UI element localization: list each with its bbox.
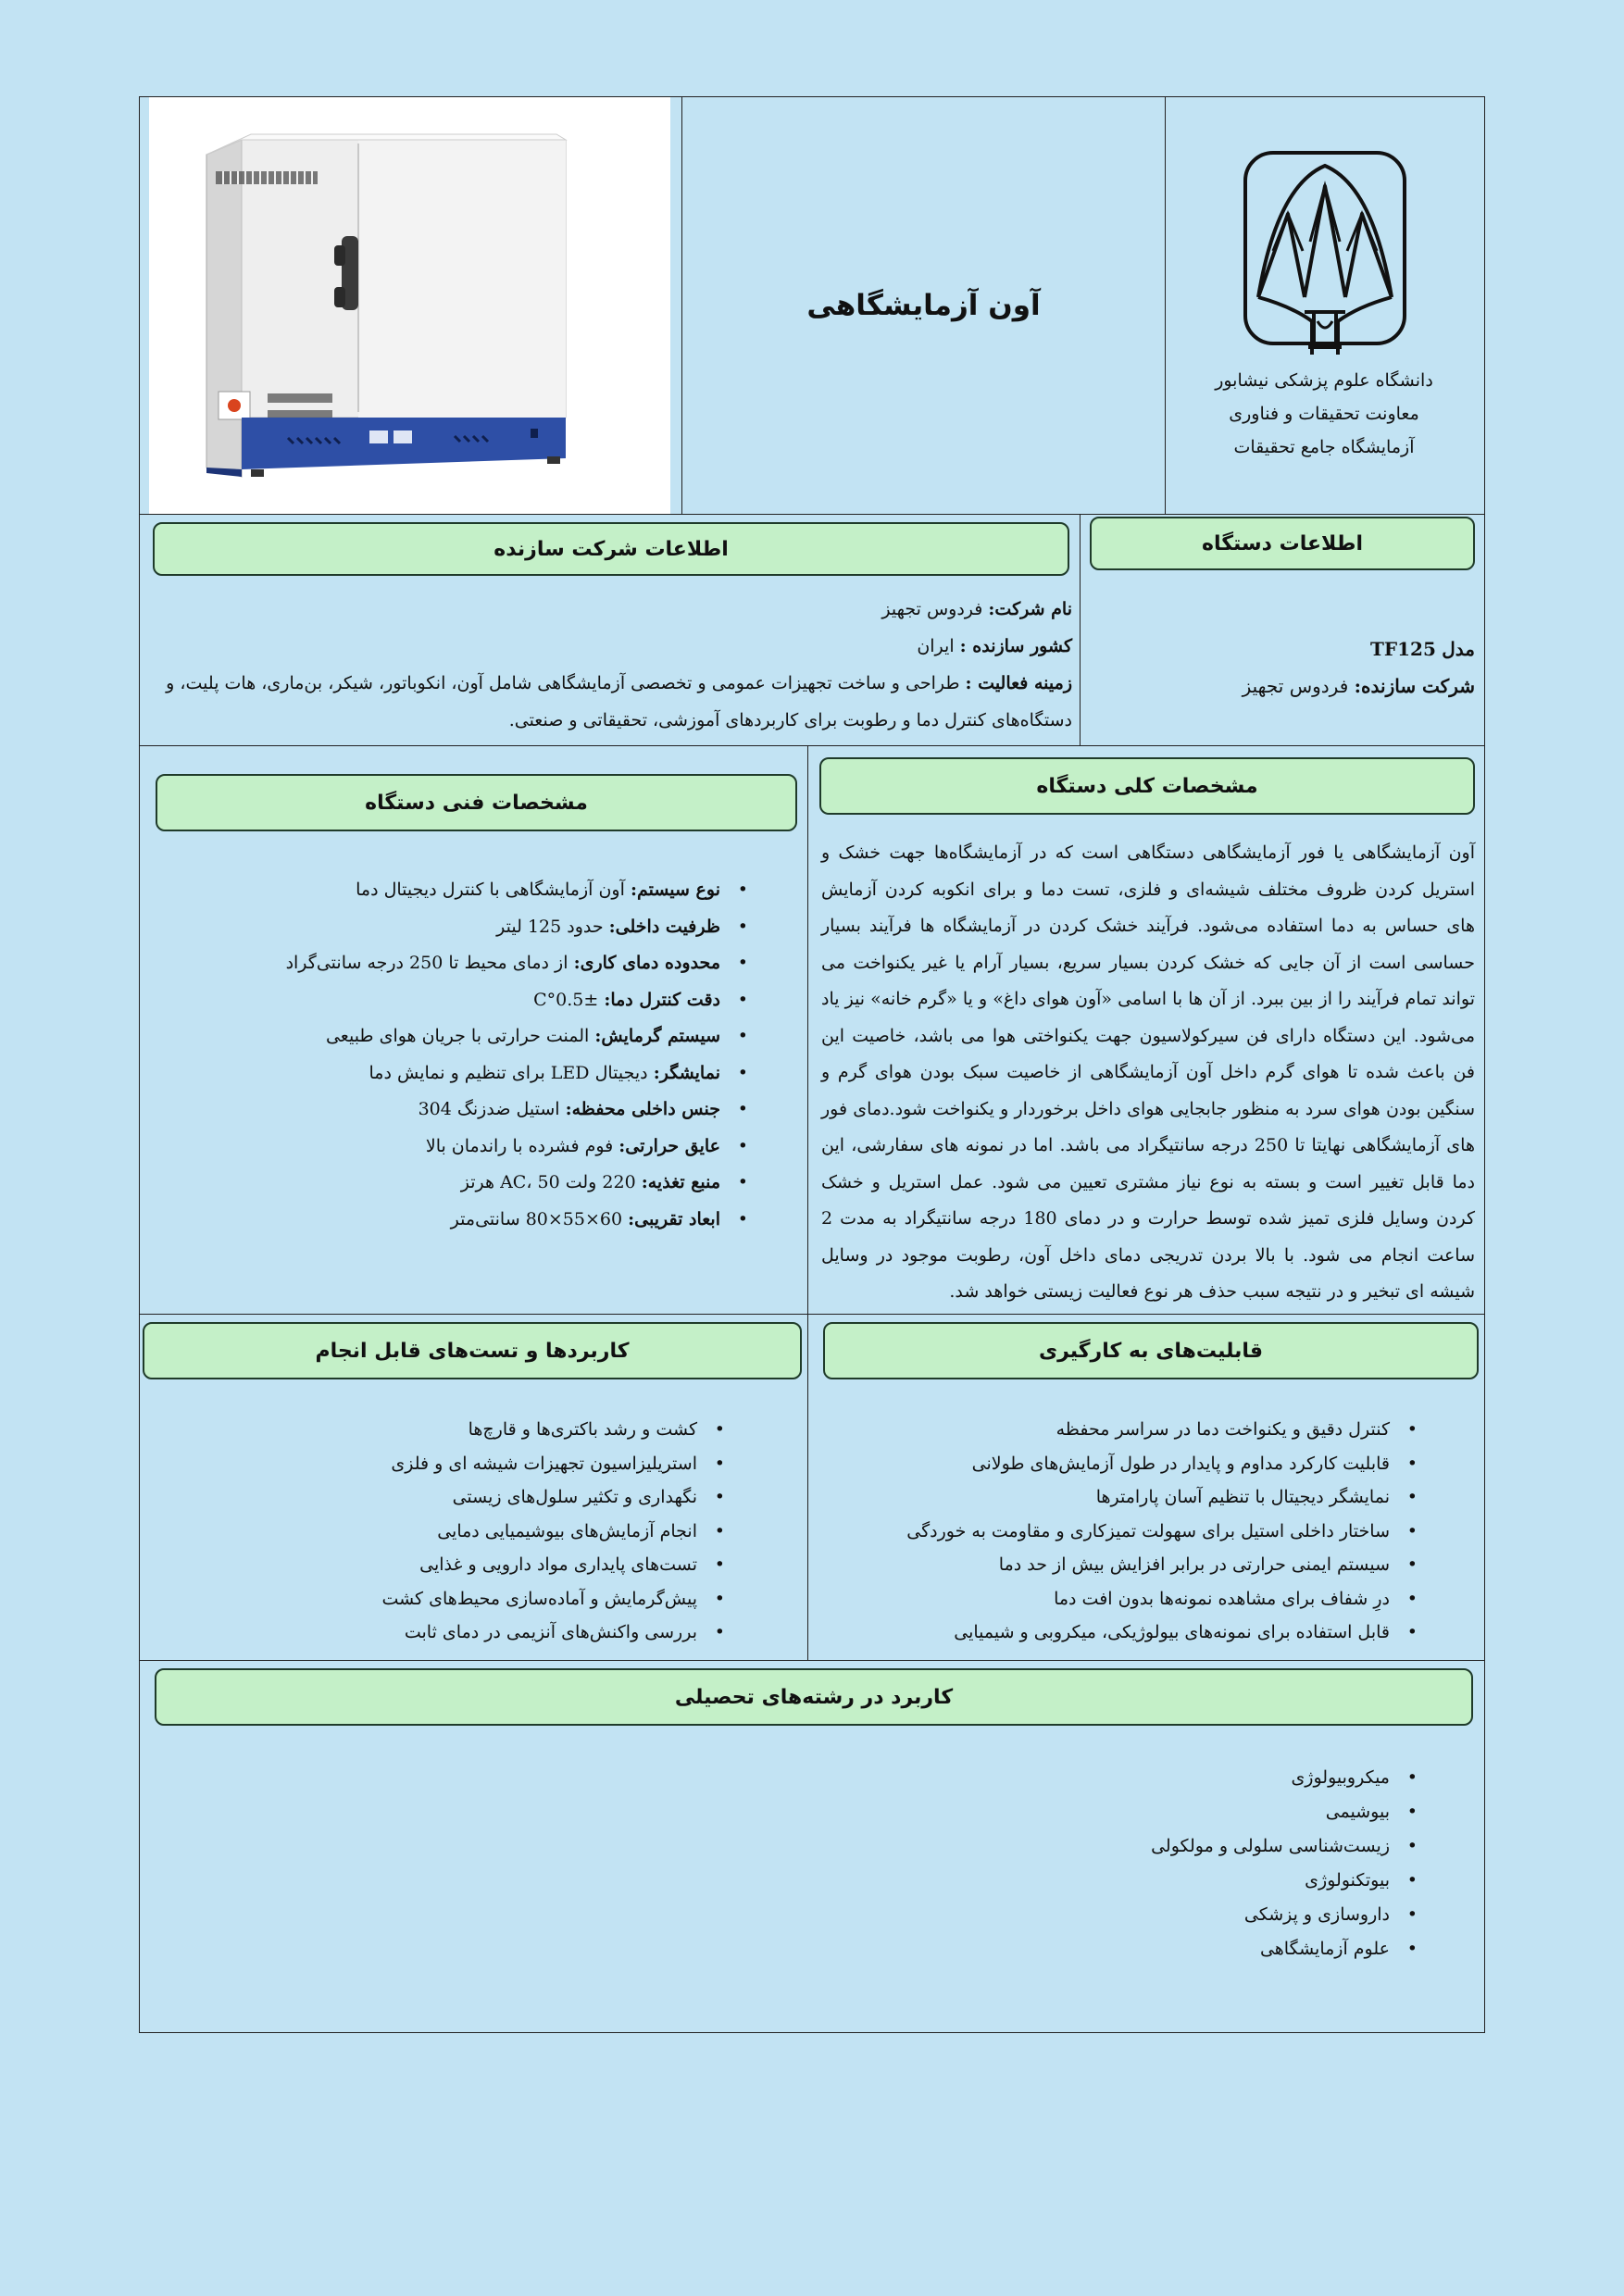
fields-list (1151, 1761, 1418, 1966)
list-item: • نگهداری و تکثیر سلول‌های زیستی (381, 1480, 725, 1515)
list-item: • قابل استفاده برای نمونه‌های بیولوژیکی، میکروبی و شیمیایی (906, 1616, 1418, 1650)
applications-heading: کاربردها و تست‌های قابل انجام (143, 1322, 802, 1379)
specs-row (140, 746, 1484, 1315)
technical-specs-list (174, 872, 748, 1238)
list-item: • ساختار داخلی استیل برای سهولت تمیزکاری و مقاومت به خوردگی (906, 1515, 1418, 1549)
divider (681, 97, 682, 514)
spec-value: 220 ولت AC، 50 هرتز (460, 1172, 636, 1192)
divider (807, 746, 808, 1314)
photo-cell (140, 97, 681, 514)
list-item: • درِ شفاف برای مشاهده نمونه‌ها بدون افت دما (906, 1582, 1418, 1616)
activity-label: زمینه فعالیت : (965, 673, 1072, 693)
list-item (174, 1129, 748, 1166)
list-item: • بیوتکنولوژی (1151, 1864, 1418, 1898)
university-line: دانشگاه علوم پزشکی نیشابور (1215, 370, 1433, 391)
list-item (174, 1202, 748, 1239)
spec-label: نوع سیستم: (630, 880, 720, 900)
list-item: • تست‌های پایداری مواد دارویی و غذایی (381, 1548, 725, 1582)
spec-label: جنس داخلی محفظه: (565, 1099, 720, 1119)
activity-line (151, 665, 1072, 739)
spec-label: نمایشگر: (653, 1062, 720, 1083)
list-item: • داروسازی و پزشکی (1151, 1898, 1418, 1932)
title-cell (681, 97, 1166, 514)
company-label: نام شرکت: (988, 599, 1072, 619)
fields-row (140, 1661, 1484, 2034)
capabilities-row (140, 1315, 1484, 1661)
country-line (151, 628, 1072, 665)
university-name (1164, 364, 1484, 464)
device-maker (1243, 668, 1475, 704)
list-item (174, 1018, 748, 1055)
spec-label: عایق حرارتی: (618, 1135, 720, 1156)
company-value: فردوس تجهیز (881, 599, 983, 619)
list-item: • کشت و رشد باکتری‌ها و قارچ‌ها (381, 1413, 725, 1447)
list-item: • زیست‌شناسی سلولی و مولکولی (1151, 1829, 1418, 1864)
general-specs-text: آون آزمایشگاهی یا فور آزمایشگاهی دستگاهی است که در آزمایشگاه‌ها جهت خشک و استریل کردن ظروف مختلف شیشه‌ای و فلزی، تست دما و برای انکوبه کردن آزمایش های حساس به دما استفاده می‌شود. فرآیند خشک کردن در آزمایشگاه ها فرآیند بسیار حساسی است از آن جایی که خشک کردن بسیار سریع، بسیار آرام یا غیر یکنواخت می تواند تمام فرآیند را از بین ببرد. از آن ها با اسامی «آون هوای داغ» و یا «گرم خانه» نیز یاد می‌شود. این دستگاه دارای فن سیرکولاسیون جهت یکنواختی هوا می باشد، خاصیت این فن باعث شده تا هوای گرم داخل آون آزمایشگاهی از خاصیت سبک بودن هوای گرم و سنگین بودن هوای سرد به منظور جابجایی هوای داخل برخوردار و یکنواخت شود.دمای فور های آزمایشگاهی نهایتا تا 250 درجه سانتیگراد می باشد. اما در نمونه های سفارشی، این دما قابل تغییر است و بسته به نوع نیاز مشتری تعیین می شود. عمل استریل و خشک کردن وسایل فلزی تمیز شده توسط حرارت و در دمای 180 درجه سانتیگراد به مدت 2 ساعت انجام می شود. با بالا بردن تدریجی دمای داخل آون، رطوبت موجود در وسایل شیشه ای تبخیر و در نتیجه سبب حذف هر نوع فعالیت زیستی خواهد شد. (821, 842, 1475, 1302)
oven-image (149, 97, 670, 514)
list-item: • استریلیزاسیون تجهیزات شیشه ای و فلزی (381, 1447, 725, 1481)
list-item (174, 1092, 748, 1129)
maker-info-heading: اطلاعات شرکت سازنده (153, 522, 1069, 576)
spec-value: فوم فشرده با راندمان بالا (425, 1135, 614, 1156)
header-row (140, 97, 1484, 515)
model-label: مدل (1442, 638, 1475, 660)
datasheet (139, 96, 1485, 2033)
company-line (151, 591, 1072, 628)
applications-list (381, 1413, 725, 1650)
list-item: • پیش‌گرمایش و آماده‌سازی محیط‌های کشت (381, 1582, 725, 1616)
spec-value: حدود 125 لیتر (496, 916, 604, 937)
list-item: • سیستم ایمنی حرارتی در برابر افزایش بیش از حد دما (906, 1548, 1418, 1582)
list-item (174, 1055, 748, 1092)
divider (1080, 515, 1081, 745)
spec-value: آون آزمایشگاهی با کنترل دیجیتال دما (356, 880, 625, 900)
list-item (174, 909, 748, 946)
spec-label: ابعاد تقریبی: (628, 1208, 720, 1229)
device-model (1370, 631, 1475, 667)
fields-heading: کاربرد در رشته‌های تحصیلی (155, 1668, 1473, 1726)
country-label: کشور سازنده : (959, 636, 1072, 656)
page-title: آون آزمایشگاهی (806, 289, 1041, 322)
university-line: معاونت تحقیقات و فناوری (1229, 404, 1419, 424)
list-item (174, 872, 748, 909)
info-row (140, 515, 1484, 746)
university-line: آزمایشگاه جامع تحقیقات (1233, 437, 1415, 457)
spec-label: ظرفیت داخلی: (608, 916, 720, 937)
list-item: • نمایشگر دیجیتال با تنظیم آسان پارامترها (906, 1480, 1418, 1515)
maker-value: فردوس تجهیز (1242, 675, 1349, 697)
list-item (174, 1165, 748, 1202)
spec-value: از دمای محیط تا 250 درجه سانتی‌گراد (285, 953, 568, 973)
university-cell (1164, 97, 1484, 514)
maker-label: شرکت سازنده: (1354, 675, 1475, 697)
list-item: • میکروبیولوژی (1151, 1761, 1418, 1795)
spec-value: ±0.5°C (533, 989, 599, 1010)
list-item: • کنترل دقیق و یکنواخت دما در سراسر محفظه (906, 1413, 1418, 1447)
list-item: • انجام آزمایش‌های بیوشیمیایی دمایی (381, 1515, 725, 1549)
capabilities-list (906, 1413, 1418, 1650)
activity-value: طراحی و ساخت تجهیزات عمومی و تخصصی آزمایشگاهی شامل آون، انکوباتور، شیکر، بن‌ماری، هات پلیت، و دستگاه‌های کنترل دما و رطوبت برای کاربردهای آموزشی، تحقیقاتی و صنعتی. (166, 673, 1072, 730)
spec-label: محدوده دمای کاری: (573, 953, 720, 973)
spec-label: دقت کنترل دما: (604, 989, 720, 1010)
maker-details (151, 591, 1072, 739)
technical-specs-heading: مشخصات فنی دستگاه (156, 774, 797, 831)
list-item: • بیوشیمی (1151, 1795, 1418, 1829)
spec-label: منبع تغذیه: (641, 1172, 720, 1192)
spec-label: سیستم گرمایش: (594, 1026, 720, 1046)
device-info-heading: اطلاعات دستگاه (1090, 517, 1475, 570)
divider (807, 1315, 808, 1660)
capabilities-heading: قابلیت‌های به کارگیری (823, 1322, 1479, 1379)
spec-value: المنت حرارتی با جریان هوای طبیعی (325, 1026, 590, 1046)
spec-value: دیجیتال LED برای تنظیم و نمایش دما (369, 1062, 648, 1083)
oven-photo (149, 97, 670, 514)
spec-value: 60×55×80 سانتی‌متر (450, 1208, 623, 1229)
list-item (174, 982, 748, 1019)
list-item (174, 945, 748, 982)
general-specs-heading: مشخصات کلی دستگاه (819, 757, 1475, 815)
university-logo-icon (1240, 149, 1410, 356)
spec-value: استیل ضدزنگ 304 (418, 1099, 560, 1119)
model-value: TF125 (1370, 638, 1436, 660)
list-item: • قابلیت کارکرد مداوم و پایدار در طول آزمایش‌های طولانی (906, 1447, 1418, 1481)
country-value: ایران (917, 636, 955, 656)
list-item: • علوم آزمایشگاهی (1151, 1932, 1418, 1966)
list-item: • بررسی واکنش‌های آنزیمی در دمای ثابت (381, 1616, 725, 1650)
